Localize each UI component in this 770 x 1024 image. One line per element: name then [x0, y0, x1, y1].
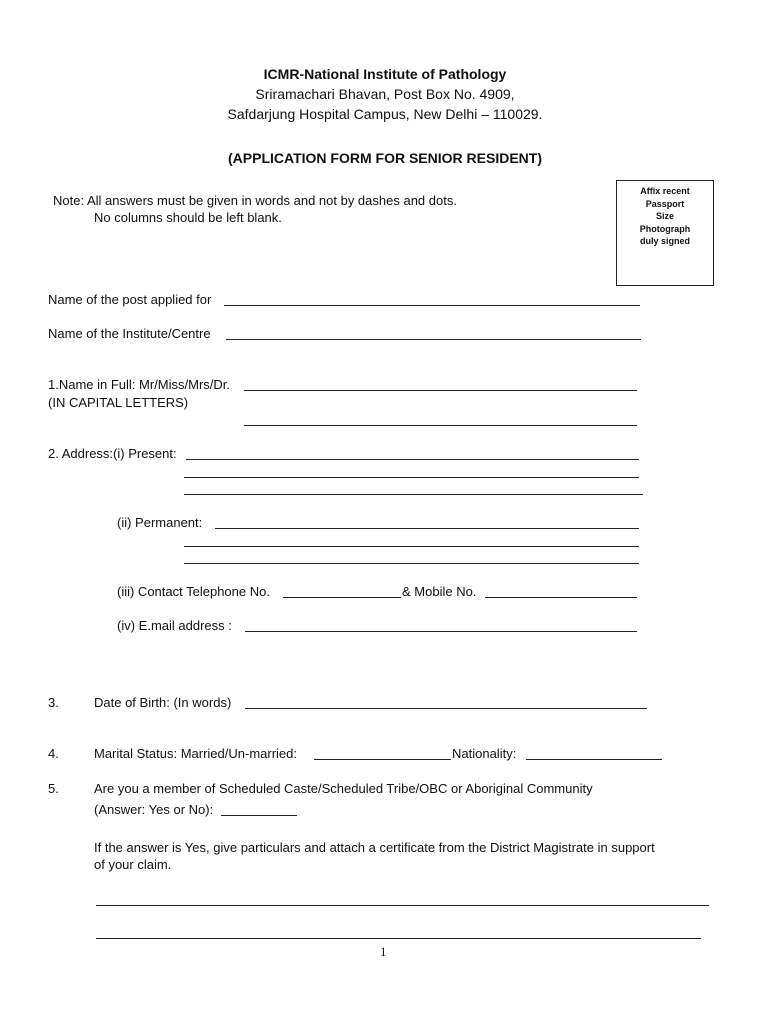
note-line-2: No columns should be left blank. — [94, 210, 282, 225]
photo-box[interactable] — [616, 180, 714, 286]
caste-particulars-line-2: of your claim. — [94, 857, 172, 872]
address-present-field-1[interactable] — [186, 459, 639, 460]
institute-centre-field[interactable] — [226, 339, 641, 340]
caste-answer-label: (Answer: Yes or No): — [94, 802, 214, 817]
institute-centre-label: Name of the Institute/Centre — [48, 326, 211, 341]
full-name-field-2[interactable] — [244, 425, 637, 426]
email-label: (iv) E.mail address : — [117, 618, 232, 633]
caste-particulars-field-1[interactable] — [96, 905, 709, 906]
full-name-field[interactable] — [244, 390, 637, 391]
full-name-label: 1.Name in Full: Mr/Miss/Mrs/Dr. — [48, 377, 231, 392]
address-present-field-3[interactable] — [184, 494, 643, 495]
email-field[interactable] — [245, 631, 637, 632]
address-line-1: Sriramachari Bhavan, Post Box No. 4909, — [255, 86, 515, 102]
mobile-field[interactable] — [485, 597, 637, 598]
contact-telephone-field[interactable] — [283, 597, 401, 598]
marital-field[interactable] — [314, 759, 451, 760]
caste-number: 5. — [48, 781, 59, 796]
caste-answer-field[interactable] — [221, 815, 297, 816]
marital-number: 4. — [48, 746, 59, 761]
dob-label: Date of Birth: (In words) — [94, 695, 232, 710]
post-applied-label: Name of the post applied for — [48, 292, 212, 307]
nationality-label: Nationality: — [452, 746, 517, 761]
photo-box-line: Size — [655, 211, 674, 221]
dob-number: 3. — [48, 695, 59, 710]
photo-box-line: Photograph — [639, 223, 691, 234]
caste-particulars-line-1: If the answer is Yes, give particulars and attach a certificate from the District Magistrate in support — [94, 840, 655, 855]
mobile-label: & Mobile No. — [402, 584, 477, 599]
page-number: 1 — [380, 944, 387, 959]
photo-box-line: Affix recent — [640, 186, 690, 196]
address-permanent-field-1[interactable] — [215, 528, 639, 529]
institute-name: ICMR-National Institute of Pathology — [263, 66, 507, 82]
photo-box-line: Passport — [645, 198, 685, 209]
photo-box-line: duly signed — [639, 236, 690, 246]
note-line-1: Note: All answers must be given in words and not by dashes and dots. — [53, 193, 457, 208]
post-applied-field[interactable] — [224, 305, 640, 306]
address-line-2: Safdarjung Hospital Campus, New Delhi – 110029. — [227, 106, 543, 122]
form-title: (APPLICATION FORM FOR SENIOR RESIDENT) — [228, 150, 542, 166]
marital-label: Marital Status: Married/Un-married: — [94, 746, 297, 761]
address-permanent-label: (ii) Permanent: — [117, 515, 203, 530]
dob-field[interactable] — [245, 708, 647, 709]
caste-question: Are you a member of Scheduled Caste/Scheduled Tribe/OBC or Aboriginal Community — [94, 781, 593, 796]
contact-telephone-label: (iii) Contact Telephone No. — [117, 584, 270, 599]
address-permanent-field-3[interactable] — [184, 563, 639, 564]
address-present-field-2[interactable] — [184, 477, 639, 478]
nationality-field[interactable] — [526, 759, 662, 760]
address-permanent-field-2[interactable] — [184, 546, 639, 547]
capital-letters-note: (IN CAPITAL LETTERS) — [48, 395, 189, 410]
address-present-label: 2. Address:(i) Present: — [48, 446, 177, 461]
caste-particulars-field-2[interactable] — [96, 938, 701, 939]
